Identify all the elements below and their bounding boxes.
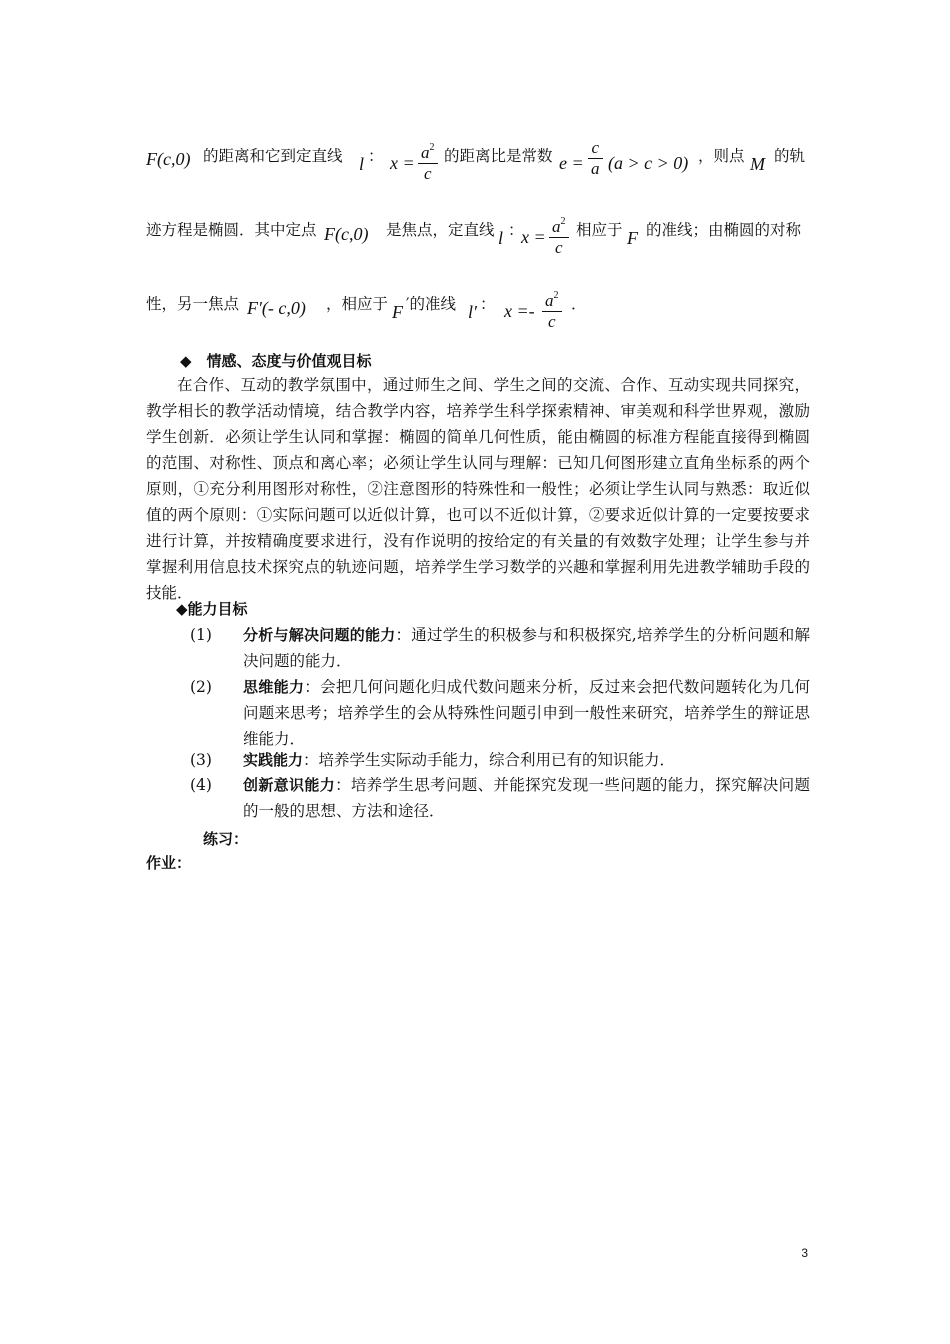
text-segment: ，则点 [698,147,745,165]
text-segment: ′的准线 [406,295,457,313]
item-title: 创新意识能力 [243,776,336,794]
fraction-c-over-a [588,138,603,179]
e-equals: e = [559,153,584,173]
text-segment: ，相应于 [326,295,389,313]
frac-den: c [423,164,432,183]
item-text: ：培养学生思考问题、并能探究发现一些问题的能力，探究解决问题的一般的思想、方法和途径． [243,776,810,820]
fraction-a2-over-c [542,286,562,332]
fraction-a2-over-c [418,138,438,184]
text-segment: 相应于 [576,221,623,239]
item-text: ：培养学生实际动手能力，综合利用已有的知识能力． [303,751,676,769]
frac-num: a [421,143,430,162]
frac-num: a [552,217,561,236]
line-symbol-prime: l′ [468,302,477,322]
item-number: (1) [190,626,212,644]
text-segment: 的距离比是常数 [444,147,553,165]
focus-f: F [392,302,403,322]
item-title: 实践能力 [243,751,304,769]
frac-num: a [545,291,554,310]
practice-label: 练习： [203,830,249,848]
text-segment: 的轨 [774,147,806,165]
emotion-heading: ◆ 情感、态度与价值观目标 [180,352,372,370]
frac-sup: 2 [553,290,559,301]
emotion-body: 在合作、互动的教学氛围中，通过师生之间、学生之间的交流、合作、互动实现共同探究，教学相长的教学活动情境，结合教学内容，培养学生科学探索精神、审美观和科学世界观，激励学生创新．必须让学生认同和掌握：椭圆的简单几何性质，能由椭圆的标准方程能直接得到椭圆的范围、对称性、顶点和离心率；必须让学生认同与理解：已知几何图形建立直角坐标系的两个原则，①充分利用图形对称性，②注意图形的特殊性和一般性；必须让学生认同与熟悉：取近似值的两个原则：①实际问题可以近似计算，也可以不近似计算，②要求近似计算的一定要按要求进行计算，并按精确度要求进行，没有作说明的按给定的有关量的有效数字处理；让学生参与并掌握利用信息技术探究点的轨迹问题，培养学生学习数学的兴趣和掌握利用先进教学辅助手段的技能． [146,376,810,602]
item-title: 分析与解决问题的能力 [243,626,396,644]
colon: ： [368,147,384,165]
homework-label: 作业： [146,854,192,872]
frac-sup: 2 [429,142,435,153]
text-segment: 迹方程是椭圆．其中定点 [146,221,317,239]
line-symbol: l [359,154,365,174]
page-number: 3 [801,1246,808,1260]
frac-den: c [554,238,563,257]
second-focus-point: F′(- c,0) [247,298,306,318]
x-equals-neg: x =- [504,301,535,321]
text-segment: 的距离和它到定直线 [203,147,343,165]
item-number: (2) [190,678,212,696]
colon: ： [508,221,524,239]
text-segment: ． [571,295,587,313]
focus-f: F [627,228,638,248]
text-segment: 性，另一焦点 [146,295,240,313]
focus-point: F(c,0) [324,224,369,244]
x-equals: x = [390,153,415,173]
x-equals: x = [521,227,546,247]
condition: (a > c > 0) [608,153,689,173]
ability-heading: ◆能力目标 [176,600,248,618]
item-text: ：会把几何问题化归成代数问题来分析，反过来会把代数问题转化为几何问题来思考；培养学生的会从特殊性问题引申到一般性来研究，培养学生的辩证思维能力． [243,678,810,748]
focus-point: F(c,0) [146,149,191,169]
item-title: 思维能力 [243,678,305,696]
item-number: (4) [190,776,212,794]
item-text: ：通过学生的积极参与和积极探究,培养学生的分析问题和解决问题的能力． [243,626,810,670]
line-symbol: l [498,228,504,248]
point-m: M [750,154,765,174]
frac-den: c [547,312,556,331]
frac-sup: 2 [560,216,566,227]
colon: ： [480,295,496,313]
text-segment: 是焦点，定直线 [386,221,495,239]
frac-den: a [591,159,600,178]
frac-num: c [588,138,603,159]
item-number: (3) [190,751,212,769]
text-segment: 的准线；由椭圆的对称 [646,221,802,239]
fraction-a2-over-c [549,212,569,258]
